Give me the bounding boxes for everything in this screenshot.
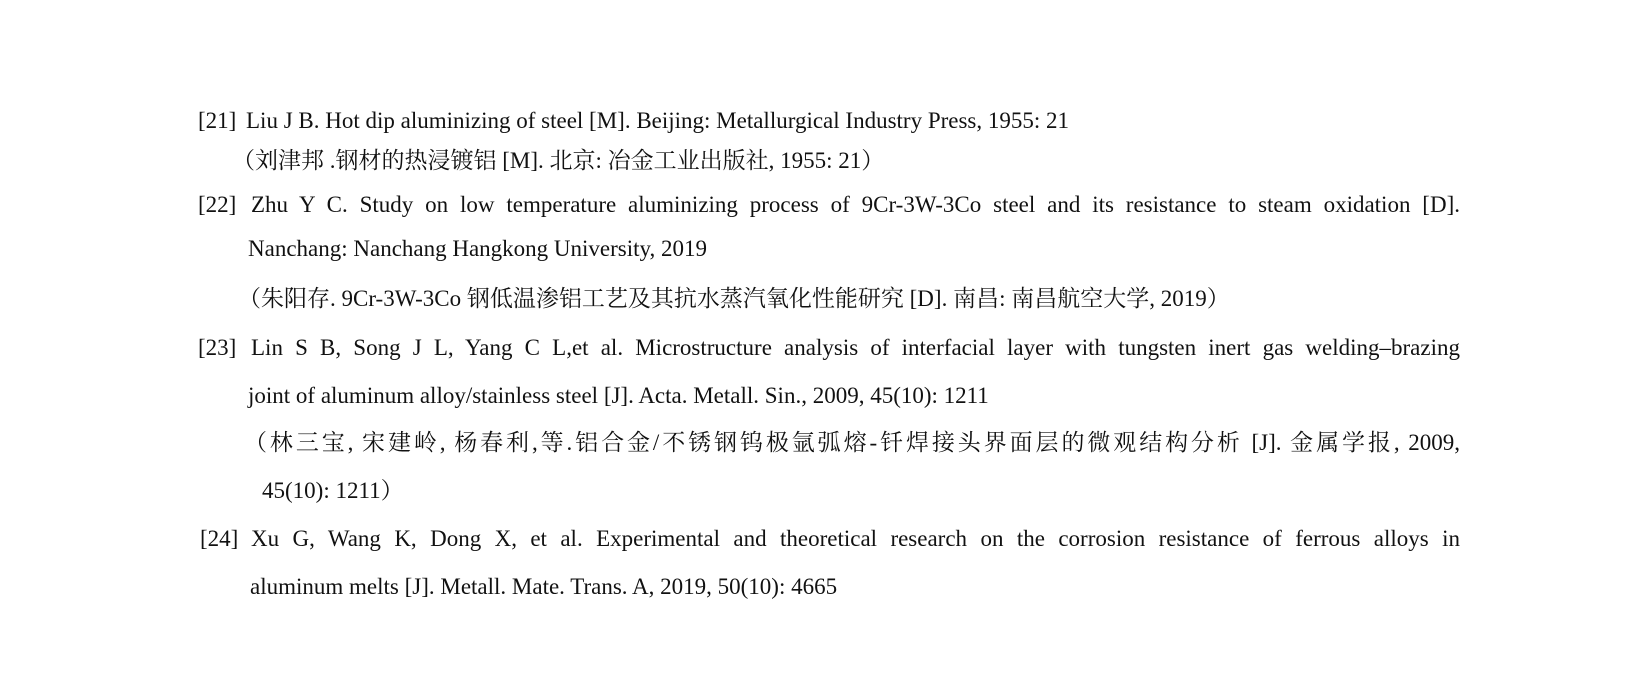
reference-21-line-1 <box>198 106 1069 136</box>
reference-text: Liu J B. Hot dip aluminizing of steel [M]. Beijing: Metallurgical Industry Press, 1955: 21 <box>246 108 1070 133</box>
reference-23-line-2: joint of aluminum alloy/stainless steel [J]. Acta. Metall. Sin., 2009, 45(10): 1211 <box>248 383 989 408</box>
reference-21-translation: （刘津邦 .钢材的热浸镀铝 [M]. 北京: 冶金工业出版社, 1955: 21） <box>232 148 885 173</box>
reference-number: [22] <box>198 192 237 217</box>
reference-text: Zhu Y C. Study on low temperature aluminizing process of 9Cr-3W-3Co steel and its resistance to steam oxidation [D]. <box>251 192 1460 217</box>
reference-number: [24] <box>200 526 239 551</box>
reference-23-translation-line-1: （林三宝, 宋建岭, 杨春利,等.铝合金/不锈钢钨极氩弧熔-钎焊接头界面层的微观结构分析 [J]. 金属学报, 2009, <box>244 430 1460 455</box>
reference-text: Xu G, Wang K, Dong X, et al. Experimental and theoretical research on the corrosion resistance of ferrous alloys in <box>251 526 1460 551</box>
reference-22-translation: （朱阳存. 9Cr-3W-3Co 钢低温渗铝工艺及其抗水蒸汽氧化性能研究 [D]. 南昌: 南昌航空大学, 2019） <box>238 286 1230 311</box>
reference-number: [21] <box>198 108 237 133</box>
reference-24-line-2: aluminum melts [J]. Metall. Mate. Trans. A, 2019, 50(10): 4665 <box>250 574 838 599</box>
reference-23-translation-line-2: 45(10): 1211） <box>262 478 404 503</box>
reference-22-line-2: Nanchang: Nanchang Hangkong University, 2019 <box>248 236 708 261</box>
reference-number: [23] <box>198 335 237 360</box>
reference-22-line-1 <box>198 190 1460 220</box>
reference-23-line-1 <box>198 333 1460 363</box>
reference-text: Lin S B, Song J L, Yang C L,et al. Microstructure analysis of interfacial layer with tungsten inert gas welding–brazing <box>251 335 1460 360</box>
reference-24-line-1 <box>200 524 1460 554</box>
